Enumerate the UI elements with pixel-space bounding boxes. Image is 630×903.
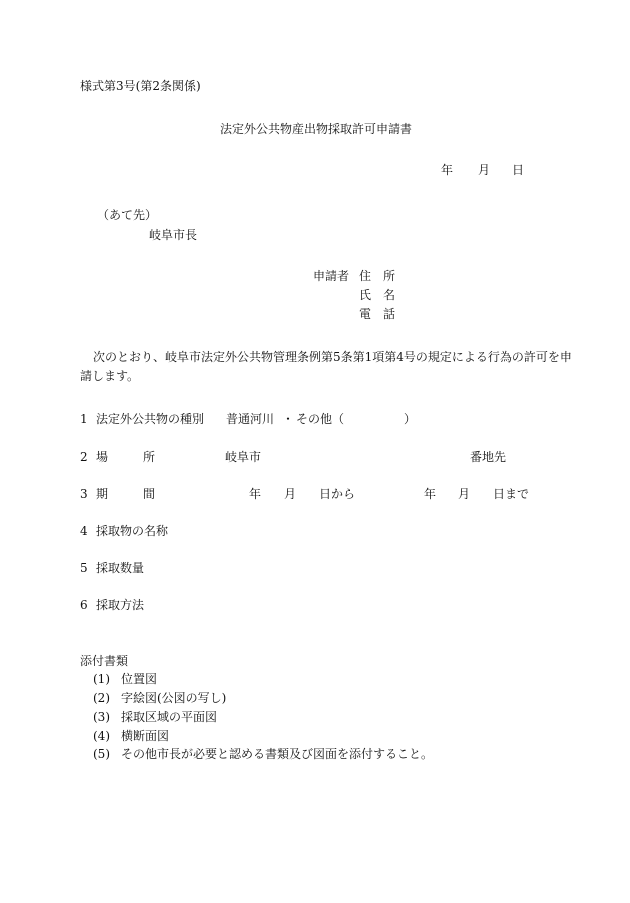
applicant-phone-1: 電 <box>359 307 372 321</box>
item-3-label-1: 期 <box>96 487 109 501</box>
date-year: 年 <box>441 163 454 177</box>
attachment-4-text: 横断面図 <box>121 729 170 743</box>
attachment-2-text: 字絵図(公図の写し) <box>121 691 227 705</box>
attachment-2-number: (2) <box>93 691 110 705</box>
addressee-name: 岐阜市長 <box>149 228 198 242</box>
attachment-5-text: その他市長が必要と認める書類及び図面を添付すること。 <box>121 747 434 761</box>
document-title: 法定外公共物産出物採取許可申請書 <box>220 122 413 136</box>
attachment-3-text: 採取区域の平面図 <box>121 710 218 724</box>
intro-line-2: 請します。 <box>80 369 140 383</box>
attachment-3-number: (3) <box>93 710 110 724</box>
item-1-option-river: 普通河川 <box>226 412 275 426</box>
applicant-name-1: 氏 <box>359 288 372 302</box>
item-1-label: 法定外公共物の種別 <box>96 412 205 426</box>
item-5-number: 5 <box>80 561 88 575</box>
item-3-year-from: 年 <box>249 487 262 501</box>
item-1-number: 1 <box>80 412 88 426</box>
item-3-month-until: 月 <box>458 487 471 501</box>
item-2-label-2: 所 <box>143 450 156 464</box>
item-2-label-1: 場 <box>96 450 109 464</box>
item-3-label-2: 間 <box>143 487 156 501</box>
item-6-number: 6 <box>80 598 88 612</box>
item-3-from: 日から <box>319 487 356 501</box>
date-day: 日 <box>512 163 525 177</box>
applicant-phone-2: 話 <box>383 307 396 321</box>
item-2-city: 岐阜市 <box>225 450 262 464</box>
item-4-label: 採取物の名称 <box>96 524 169 538</box>
attachments-heading: 添付書類 <box>80 654 129 668</box>
applicant-address-1: 住 <box>359 269 372 283</box>
item-3-year-until: 年 <box>424 487 437 501</box>
applicant-address-2: 所 <box>383 269 396 283</box>
applicant-name-2: 名 <box>383 288 396 302</box>
item-3-month-from: 月 <box>284 487 297 501</box>
item-1-option-other: その他（ <box>296 412 345 426</box>
item-4-number: 4 <box>80 524 88 538</box>
attachment-1-text: 位置図 <box>121 672 158 686</box>
item-2-number: 2 <box>80 450 88 464</box>
item-1-close-paren: ） <box>404 412 417 426</box>
form-number: 様式第3号(第2条関係) <box>80 79 201 93</box>
date-month: 月 <box>478 163 491 177</box>
attachment-4-number: (4) <box>93 729 110 743</box>
attachment-5-number: (5) <box>93 747 110 761</box>
attachment-1-number: (1) <box>93 672 110 686</box>
applicant-label: 申請者 <box>313 269 350 283</box>
addressee-prefix: （あて先） <box>97 208 158 222</box>
intro-line-1: 次のとおり、岐阜市法定外公共物管理条例第5条第1項第4号の規定による行為の許可を申 <box>93 350 572 364</box>
item-5-label: 採取数量 <box>96 561 145 575</box>
item-2-suffix: 番地先 <box>470 450 507 464</box>
item-3-number: 3 <box>80 487 88 501</box>
item-6-label: 採取方法 <box>96 598 145 612</box>
item-1-separator: ・ <box>282 412 295 426</box>
item-3-until: 日まで <box>493 487 530 501</box>
